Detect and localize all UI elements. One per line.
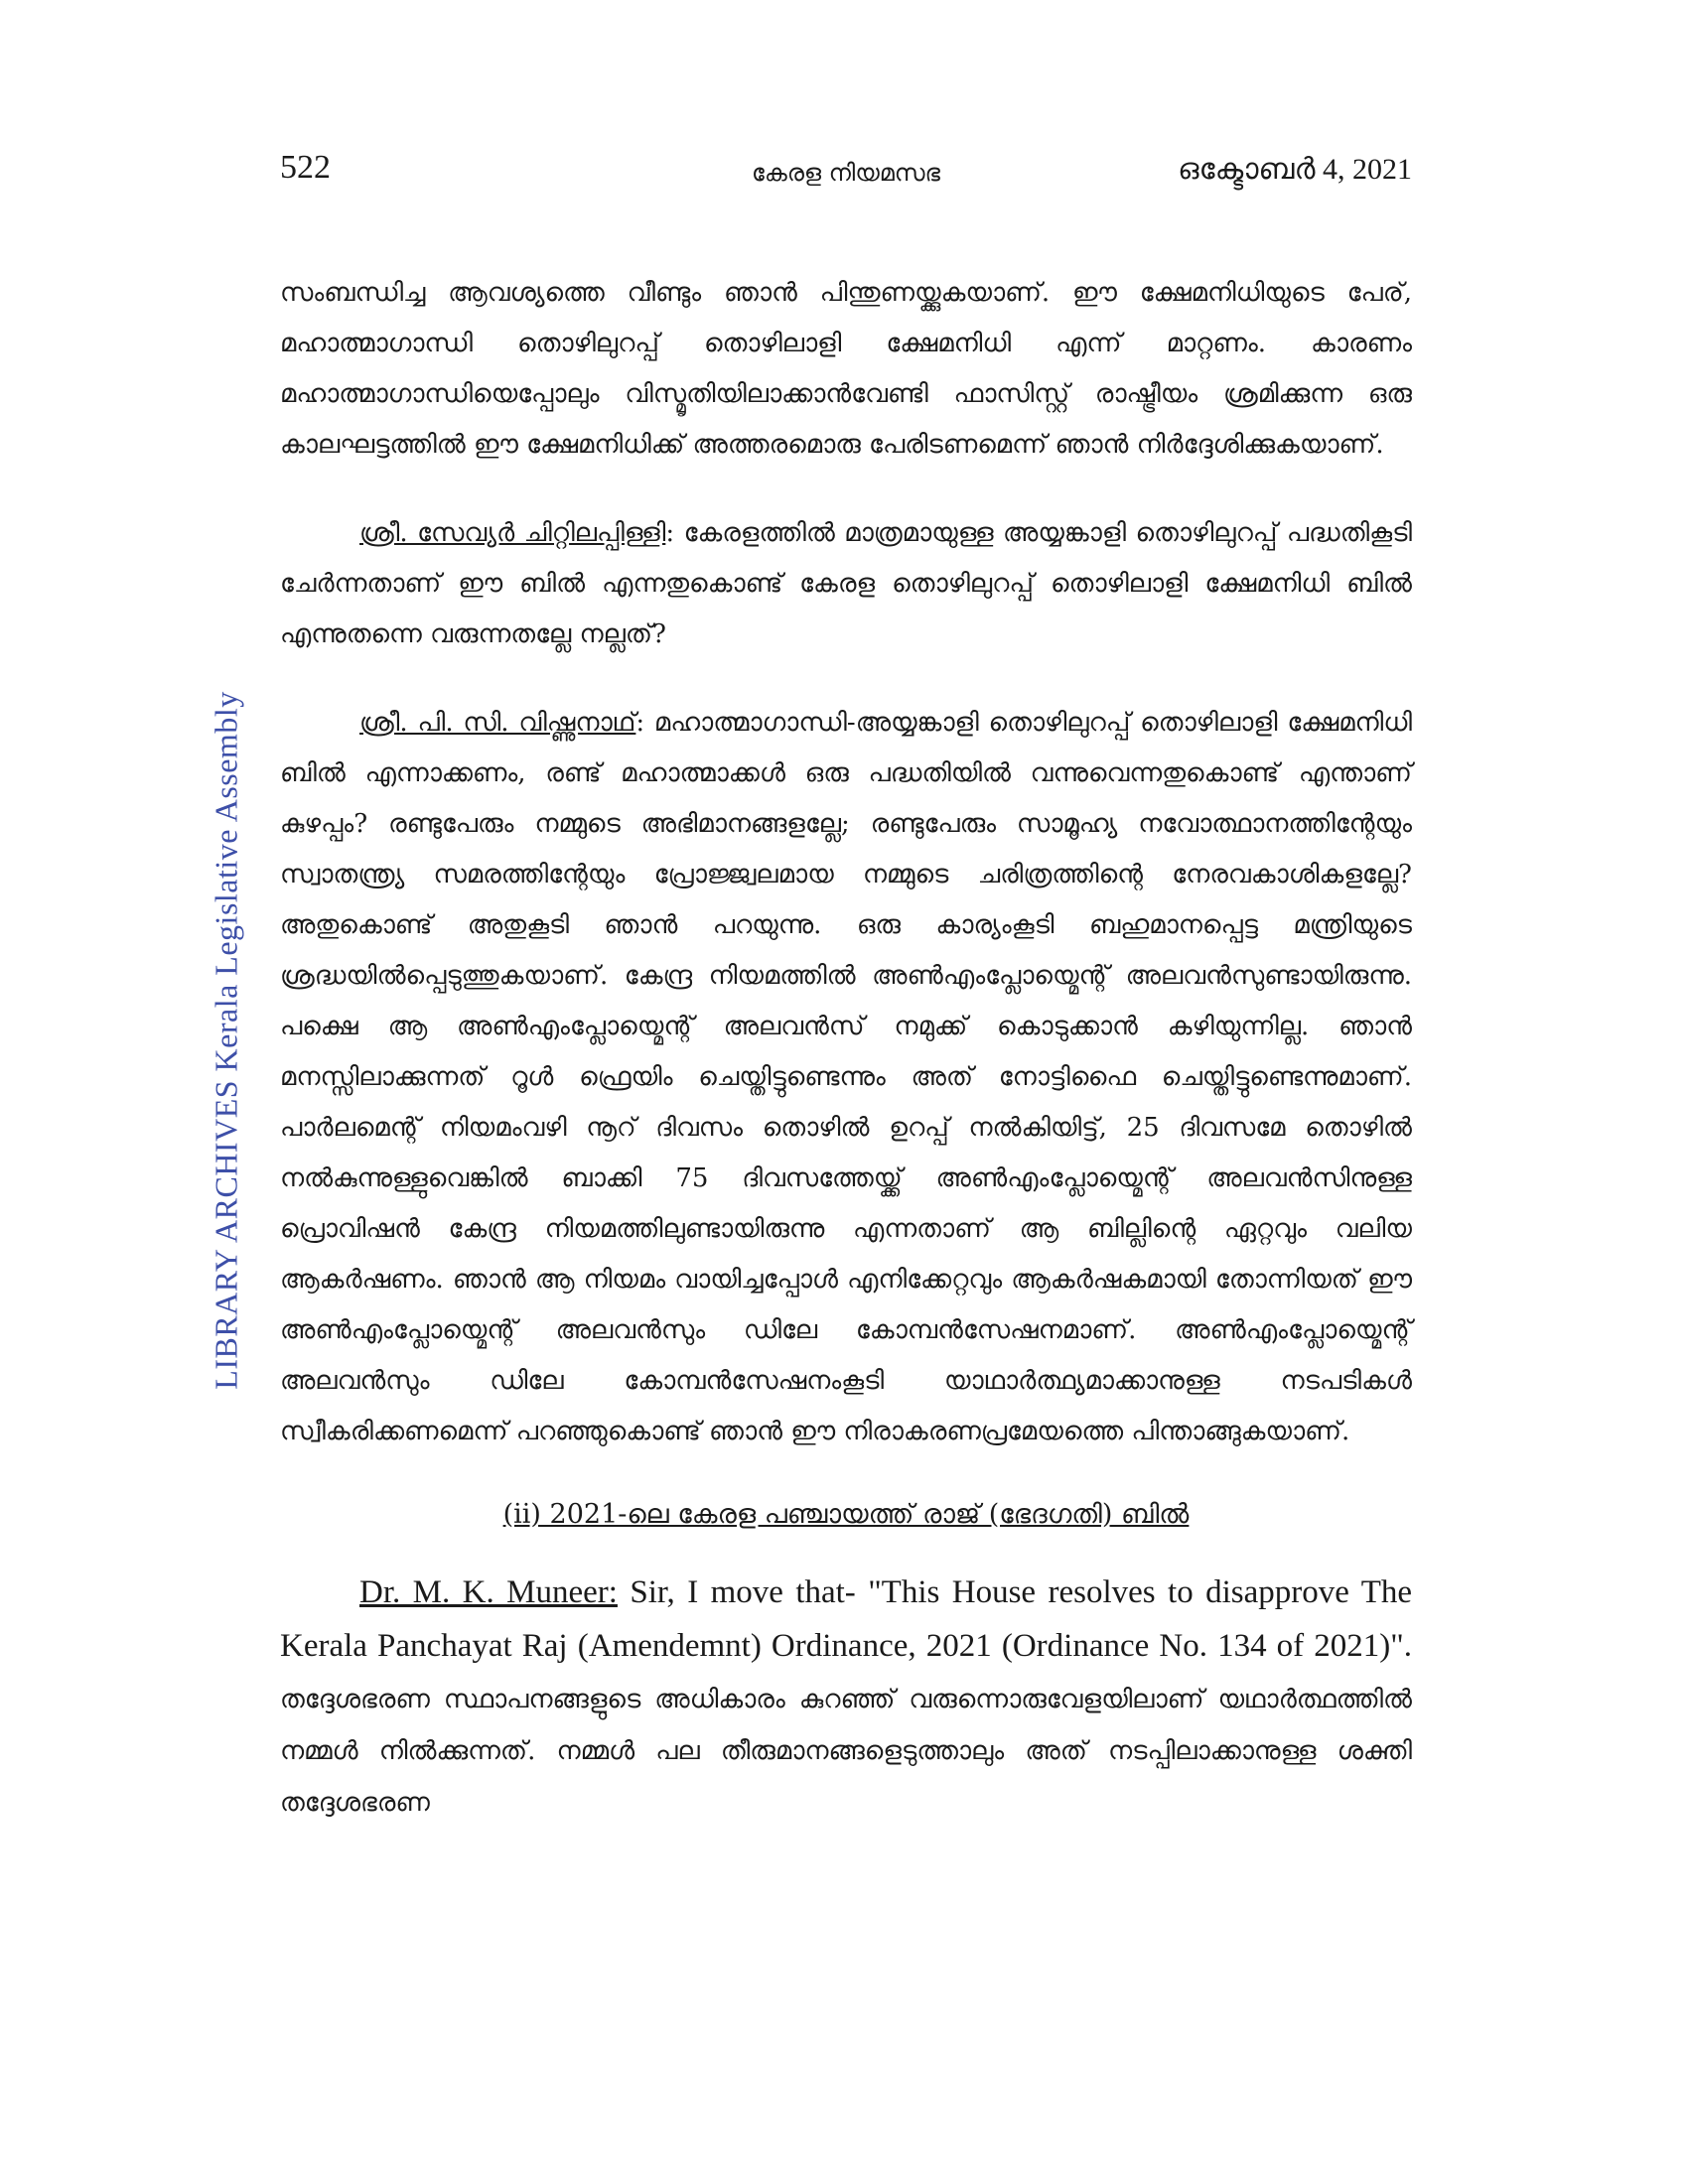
library-archives-watermark: LIBRARY ARCHIVES Kerala Legislative Assembly: [208, 691, 244, 1390]
speaker-name: Dr. M. K. Muneer:: [359, 1574, 618, 1610]
running-title: കേരള നിയമസഭ: [751, 159, 941, 187]
paragraph-speech: [280, 508, 1412, 660]
paragraph-text: : മഹാത്മാഗാന്ധി-അയ്യങ്കാളി തൊഴിലുറപ്പ് തൊഴിലാളി ക്ഷേമനിധി ബിൽ എന്നാക്കണം, രണ്ട് മഹാത്മാക്കൾ ഒരു പദ്ധതിയിൽ വന്നുവെന്നതുകൊണ്ട് എന്താണ് കുഴപ്പം? രണ്ടുപേരും നമ്മുടെ അഭിമാനങ്ങളല്ലേ; രണ്ടുപേരും സാമൂഹ്യ നവോത്ഥാനത്തിന്റേയും സ്വാതന്ത്ര്യ സമരത്തിന്റേയും പ്രോജ്ജ്വലമായ നമ്മുടെ ചരിത്രത്തിന്റെ നേരവകാശികളല്ലേ? അതുകൊണ്ട് അതുകൂടി ഞാൻ പറയുന്നു. ഒരു കാര്യംകൂടി ബഹുമാനപ്പെട്ട മന്ത്രിയുടെ ശ്രദ്ധയിൽപ്പെടുത്തുകയാണ്. കേന്ദ്ര നിയമത്തിൽ അൺഎംപ്ലോയ്മെന്റ് അലവൻസുണ്ടായിരുന്നു. പക്ഷെ ആ അൺഎംപ്ലോയ്മെന്റ് അലവൻസ് നമുക്ക് കൊടുക്കാൻ കഴിയുന്നില്ല. ഞാൻ മനസ്സിലാക്കുന്നത് റൂൾ ഫ്രെയിം ചെയ്തിട്ടുണ്ടെന്നും അത് നോട്ടിഫൈ ചെയ്തിട്ടുണ്ടെന്നുമാണ്. പാർലമെന്റ് നിയമംവഴി നൂറ് ദിവസം തൊഴിൽ ഉറപ്പ് നൽകിയിട്ട്, 25 ദിവസമേ തൊഴിൽ നൽകുന്നുള്ളുവെങ്കിൽ ബാക്കി 75 ദിവസത്തേയ്ക്ക് അൺഎംപ്ലോയ്മെന്റ് അലവൻസിനുള്ള പ്രൊവിഷൻ കേന്ദ്ര നിയമത്തിലുണ്ടായിരുന്നു എന്നതാണ് ആ ബില്ലിന്റെ ഏറ്റവും വലിയ ആകർഷണം. ഞാൻ ആ നിയമം വായിച്ചപ്പോൾ എനിക്കേറ്റവും ആകർഷകമായി തോന്നിയത് ഈ അൺഎംപ്ലോയ്മെന്റ് അലവൻസും ഡിലേ കോമ്പൻസേഷനമാണ്. അൺഎംപ്ലോയ്മെന്റ് അലവൻസും ഡിലേ കോമ്പൻസേഷനംകൂടി യാഥാർത്ഥ്യമാക്കാനുള്ള നടപടികൾ സ്വീകരിക്കണമെന്ന് പറഞ്ഞുകൊണ്ട് ഞാൻ ഈ നിരാകരണപ്രമേയത്തെ പിന്താങ്ങുകയാണ്.: [280, 708, 1412, 1446]
paragraph-text: സംബന്ധിച്ച ആവശ്യത്തെ വീണ്ടും ഞാൻ പിന്തുണയ്ക്കുകയാണ്. ഈ ക്ഷേമനിധിയുടെ പേര്, മഹാത്മാഗാന്ധി തൊഴിലുറപ്പ് തൊഴിലാളി ക്ഷേമനിധി എന്ന് മാറ്റണം. കാരണം മഹാത്മാഗാന്ധിയെപ്പോലും വിസ്മൃതിയിലാക്കാൻവേണ്ടി ഫാസിസ്റ്റ് രാഷ്ട്രീയം ശ്രമിക്കുന്ന ഒരു കാലഘട്ടത്തിൽ ഈ ക്ഷേമനിധിക്ക് അത്തരമൊരു പേരിടണമെന്ന് ഞാൻ നിർദ്ദേശിക്കുകയാണ്.: [280, 278, 1412, 460]
paragraph-speech: [280, 698, 1412, 1457]
speaker-name: ശ്രീ. സേവ്യർ ചിറ്റിലപ്പിള്ളി: [359, 518, 666, 548]
paragraph-speech-english: [280, 1567, 1412, 1829]
subheading-text: (ii) 2021-ലെ കേരള പഞ്ചായത്ത് രാജ് (ഭേദഗതി) ബിൽ: [502, 1499, 1190, 1530]
paragraph-text: : കേരളത്തിൽ മാത്രമായുള്ള അയ്യങ്കാളി തൊഴിലുറപ്പ് പദ്ധതികൂടി ചേർന്നതാണ് ഈ ബിൽ എന്നതുകൊണ്ട് കേരള തൊഴിലുറപ്പ് തൊഴിലാളി ക്ഷേമനിധി ബിൽ എന്നുതന്നെ വരുന്നതല്ലേ നല്ലത്?: [280, 518, 1412, 649]
page-number: 522: [280, 149, 331, 186]
paragraph-continuation: [280, 268, 1412, 471]
document-body: [280, 268, 1412, 1829]
paragraph-text: തദ്ദേശഭരണ സ്ഥാപനങ്ങളുടെ അധികാരം കുറഞ്ഞ് വരുന്നൊരുവേളയിലാണ് യഥാർത്ഥത്തിൽ നമ്മൾ നിൽക്കുന്നത്. നമ്മൾ പല തീരുമാനങ്ങളെടുത്താലും അത് നടപ്പിലാക്കാനുള്ള ശക്തി തദ്ദേശഭരണ: [280, 1685, 1412, 1818]
motion-text: Sir, I move that- "This House resolves to disapprove The Kerala Panchayat Raj (Amendemnt) Ordinance, 2021 (Ordinance No. 134 of 2021)".: [280, 1574, 1413, 1664]
section-subheading: [280, 1495, 1412, 1535]
header-date: ഒക്ടോബർ 4, 2021: [1178, 153, 1412, 186]
speaker-name: ശ്രീ. പി. സി. വിഷ്ണുനാഥ്: [359, 708, 636, 738]
page-header: [280, 149, 1412, 199]
